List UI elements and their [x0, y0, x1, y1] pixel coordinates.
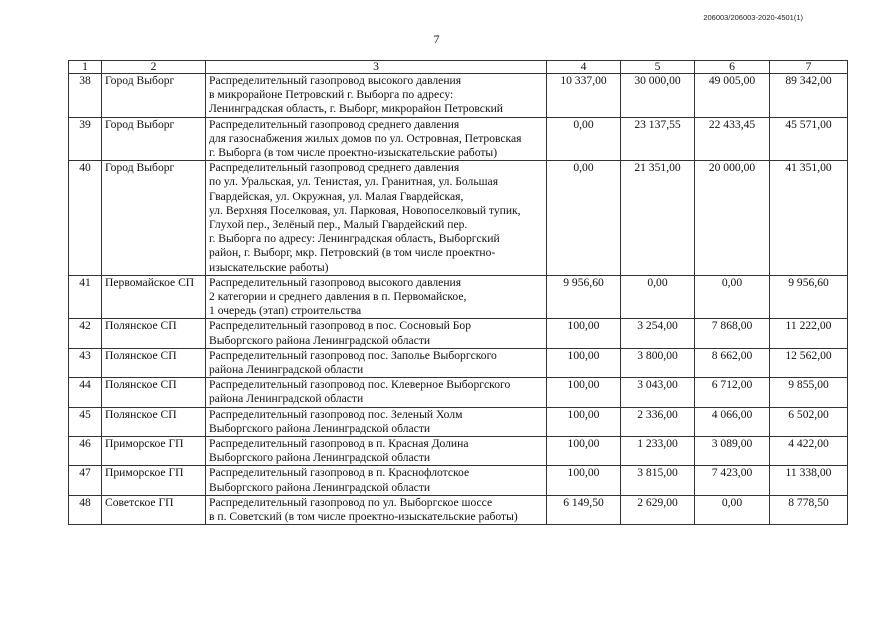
row-number-cell: 40 — [69, 161, 102, 276]
amount-col5-cell: 3 800,00 — [621, 348, 695, 377]
amount-col4-cell: 100,00 — [547, 378, 621, 407]
column-header: 2 — [102, 61, 206, 74]
table-row — [69, 348, 848, 377]
locality-cell: Советское ГП — [102, 495, 206, 524]
amount-col5-cell: 0,00 — [621, 275, 695, 319]
row-number-cell: 48 — [69, 495, 102, 524]
description-cell: Распределительный газопровод пос. Зеленый Холм Выборгского района Ленинградской области — [206, 407, 547, 436]
row-number-cell: 47 — [69, 466, 102, 495]
locality-cell: Город Выборг — [102, 74, 206, 118]
table-row — [69, 437, 848, 466]
row-number-cell: 41 — [69, 275, 102, 319]
amount-col5-cell: 1 233,00 — [621, 437, 695, 466]
amount-total-cell: 9 855,00 — [770, 378, 848, 407]
locality-cell: Город Выборг — [102, 161, 206, 276]
table-row — [69, 407, 848, 436]
column-header: 3 — [206, 61, 547, 74]
column-header: 5 — [621, 61, 695, 74]
amount-col5-cell: 3 815,00 — [621, 466, 695, 495]
amount-col6-cell: 49 005,00 — [695, 74, 770, 118]
table-row — [69, 466, 848, 495]
amount-col4-cell: 10 337,00 — [547, 74, 621, 118]
amount-total-cell: 11 338,00 — [770, 466, 848, 495]
amount-col4-cell: 0,00 — [547, 117, 621, 161]
column-number-row — [69, 61, 848, 74]
description-cell: Распределительный газопровод пос. Заполье Выборгского района Ленинградской области — [206, 348, 547, 377]
description-cell: Распределительный газопровод высокого давления 2 категории и среднего давления в п. Первомайское, 1 очередь (этап) строительства — [206, 275, 547, 319]
amount-col6-cell: 8 662,00 — [695, 348, 770, 377]
row-number-cell: 43 — [69, 348, 102, 377]
table-row — [69, 378, 848, 407]
row-number-cell: 39 — [69, 117, 102, 161]
description-cell: Распределительный газопровод среднего давления для газоснабжения жилых домов по ул. Островная, Петровская г. Выборга (в том числе проектно-изыскательские работы) — [206, 117, 547, 161]
amount-col4-cell: 100,00 — [547, 466, 621, 495]
amount-col4-cell: 6 149,50 — [547, 495, 621, 524]
amount-total-cell: 11 222,00 — [770, 319, 848, 348]
locality-cell: Полянское СП — [102, 407, 206, 436]
amount-col5-cell: 3 254,00 — [621, 319, 695, 348]
amount-col6-cell: 20 000,00 — [695, 161, 770, 276]
amount-total-cell: 45 571,00 — [770, 117, 848, 161]
column-header: 7 — [770, 61, 848, 74]
page-number: 7 — [433, 32, 440, 46]
amount-col4-cell: 9 956,60 — [547, 275, 621, 319]
amount-total-cell: 89 342,00 — [770, 74, 848, 118]
amount-col6-cell: 7 423,00 — [695, 466, 770, 495]
amount-col5-cell: 2 336,00 — [621, 407, 695, 436]
description-cell: Распределительный газопровод в пос. Сосновый Бор Выборгского района Ленинградской области — [206, 319, 547, 348]
table-row — [69, 161, 848, 276]
column-header: 1 — [69, 61, 102, 74]
locality-cell: Полянское СП — [102, 319, 206, 348]
description-cell: Распределительный газопровод высокого давления в микрорайоне Петровский г. Выборга по адресу: Ленинградская область, г. Выборг, микрорайон Петровский — [206, 74, 547, 118]
table-row — [69, 275, 848, 319]
amount-col6-cell: 0,00 — [695, 495, 770, 524]
row-number-cell: 45 — [69, 407, 102, 436]
amount-total-cell: 9 956,60 — [770, 275, 848, 319]
amount-total-cell: 4 422,00 — [770, 437, 848, 466]
amount-col4-cell: 100,00 — [547, 407, 621, 436]
amount-col6-cell: 4 066,00 — [695, 407, 770, 436]
amount-col4-cell: 0,00 — [547, 161, 621, 276]
document-id: 206003/206003-2020-4501(1) — [703, 13, 803, 22]
table-row — [69, 495, 848, 524]
amount-total-cell: 41 351,00 — [770, 161, 848, 276]
amount-col5-cell: 23 137,55 — [621, 117, 695, 161]
row-number-cell: 38 — [69, 74, 102, 118]
investment-table — [68, 60, 848, 525]
amount-col5-cell: 3 043,00 — [621, 378, 695, 407]
locality-cell: Приморское ГП — [102, 466, 206, 495]
locality-cell: Город Выборг — [102, 117, 206, 161]
description-cell: Распределительный газопровод среднего давления по ул. Уральская, ул. Тенистая, ул. Гранитная, ул. Большая Гвардейская, ул. Окружная, ул. Малая Гвардейская, ул. Верхняя Поселковая, ул. Парковая, Новопоселковый тупик, Глухой пер., Зелёный пер., Малый Гвардейский пер. г. Выборга по адресу: Ленинградская область, Выборгский район, г. Выборг, мкр. Петровский (в том числе проектно- изыскательские работы) — [206, 161, 547, 276]
column-header: 4 — [547, 61, 621, 74]
table-row — [69, 117, 848, 161]
amount-col5-cell: 21 351,00 — [621, 161, 695, 276]
amount-col4-cell: 100,00 — [547, 319, 621, 348]
row-number-cell: 42 — [69, 319, 102, 348]
amount-col6-cell: 7 868,00 — [695, 319, 770, 348]
locality-cell: Приморское ГП — [102, 437, 206, 466]
amount-total-cell: 12 562,00 — [770, 348, 848, 377]
locality-cell: Первомайское СП — [102, 275, 206, 319]
amount-col6-cell: 0,00 — [695, 275, 770, 319]
table-row — [69, 319, 848, 348]
amount-total-cell: 8 778,50 — [770, 495, 848, 524]
amount-col4-cell: 100,00 — [547, 437, 621, 466]
locality-cell: Полянское СП — [102, 378, 206, 407]
description-cell: Распределительный газопровод по ул. Выборгское шоссе в п. Советский (в том числе проектно-изыскательские работы) — [206, 495, 547, 524]
amount-total-cell: 6 502,00 — [770, 407, 848, 436]
amount-col6-cell: 22 433,45 — [695, 117, 770, 161]
column-header: 6 — [695, 61, 770, 74]
description-cell: Распределительный газопровод в п. Красная Долина Выборгского района Ленинградской области — [206, 437, 547, 466]
amount-col6-cell: 3 089,00 — [695, 437, 770, 466]
description-cell: Распределительный газопровод пос. Клеверное Выборгского района Ленинградской области — [206, 378, 547, 407]
row-number-cell: 46 — [69, 437, 102, 466]
description-cell: Распределительный газопровод в п. Краснофлотское Выборгского района Ленинградской области — [206, 466, 547, 495]
amount-col5-cell: 2 629,00 — [621, 495, 695, 524]
amount-col4-cell: 100,00 — [547, 348, 621, 377]
amount-col6-cell: 6 712,00 — [695, 378, 770, 407]
amount-col5-cell: 30 000,00 — [621, 74, 695, 118]
locality-cell: Полянское СП — [102, 348, 206, 377]
table-row — [69, 74, 848, 118]
row-number-cell: 44 — [69, 378, 102, 407]
